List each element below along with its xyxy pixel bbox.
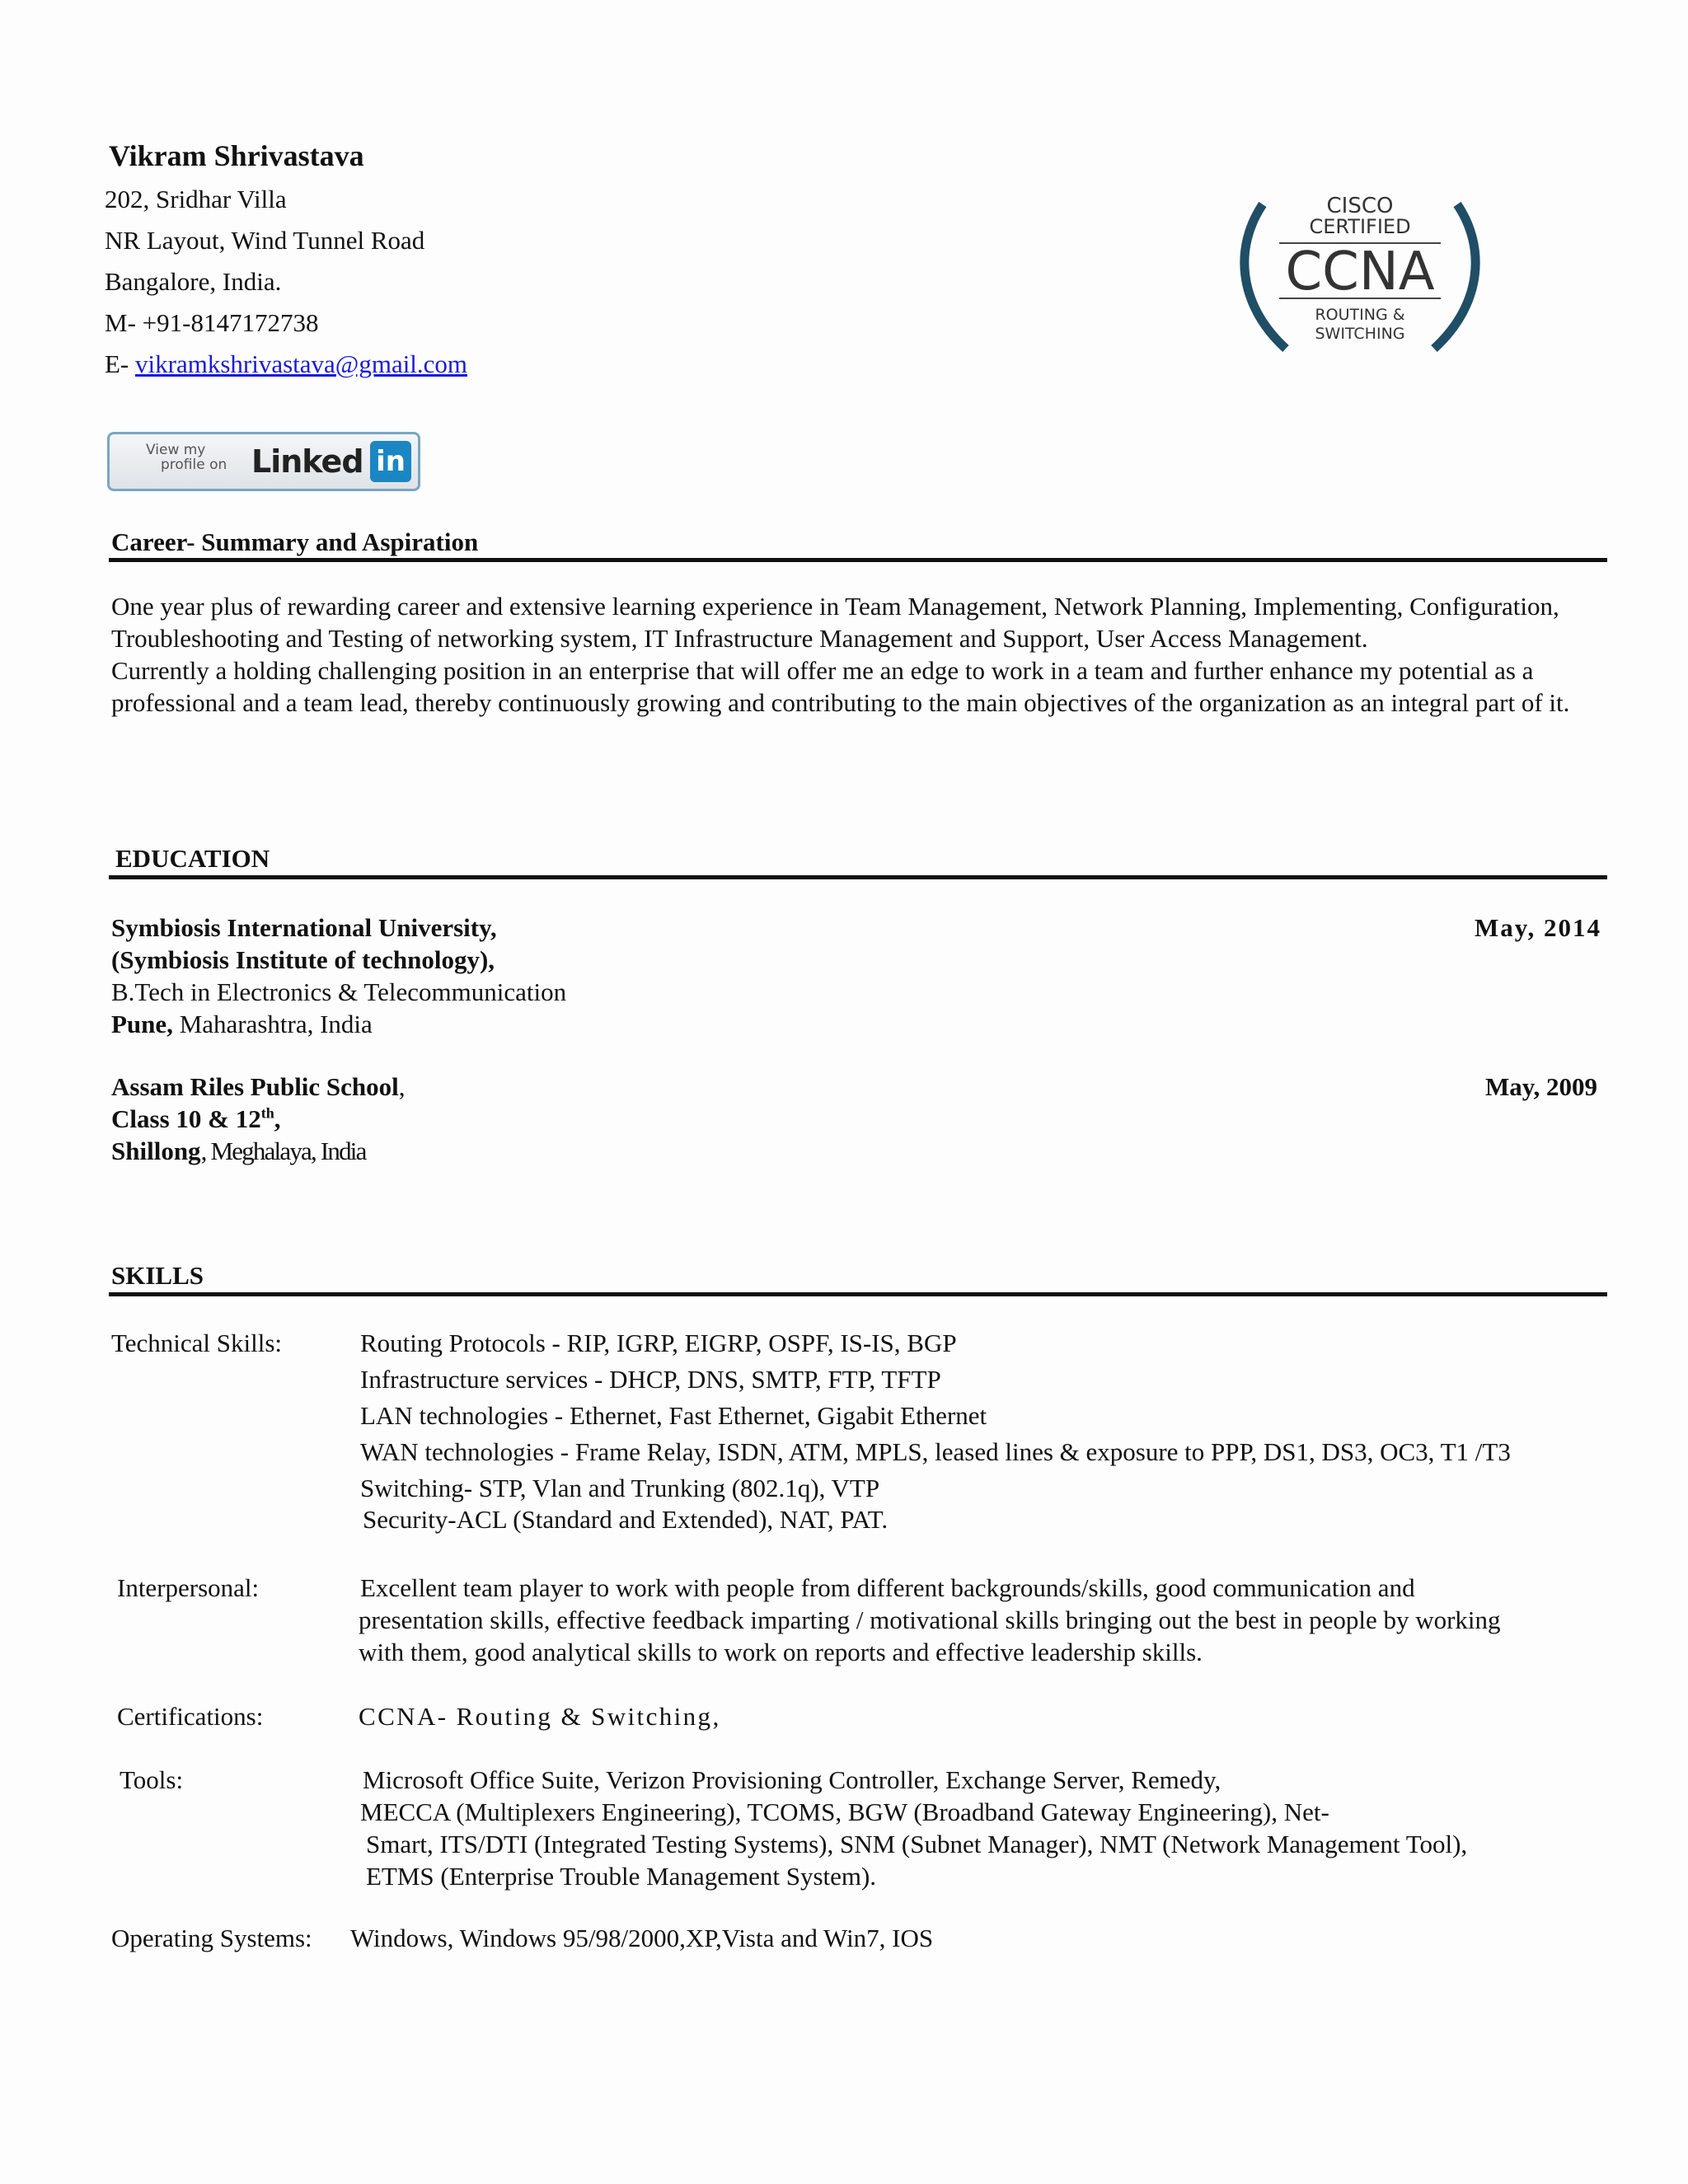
logo-certified-text: CERTIFIED	[1309, 215, 1411, 238]
interpersonal-line-1: Excellent team player to work with people from different backgrounds/skills, good communication and	[360, 1573, 1415, 1602]
edu2-institution: Assam Riles Public School	[111, 1072, 399, 1101]
logo-ccna-text: CCNA	[1285, 241, 1435, 302]
edu2-comma: ,	[398, 1072, 406, 1101]
tools-line-3: Smart, ITS/DTI (Integrated Testing Systems), SNM (Subnet Manager), NMT (Network Management Tool),	[366, 1830, 1468, 1858]
logo-routing-text: ROUTING &	[1315, 306, 1405, 324]
edu2-class-end: ,	[274, 1104, 281, 1133]
logo-left-arc	[1245, 204, 1286, 349]
email-line	[105, 348, 467, 380]
technical-skill-6: Security-ACL (Standard and Extended), NAT, PAT.	[363, 1505, 889, 1534]
linkedin-wordmark: Linked	[251, 443, 363, 480]
edu2-location	[111, 1135, 366, 1167]
tools-label: Tools:	[120, 1765, 184, 1794]
address-line-3: Bangalore, India.	[105, 267, 282, 296]
candidate-name: Vikram Shrivastava	[109, 139, 364, 172]
career-heading: Career- Summary and Aspiration	[111, 527, 479, 556]
tools-line-1: Microsoft Office Suite, Verizon Provisioning Controller, Exchange Server, Remedy,	[363, 1765, 1221, 1794]
tools-line-2: MECCA (Multiplexers Engineering), TCOMS, BGW (Broadband Gateway Engineering), Net-	[360, 1797, 1329, 1826]
interpersonal-line-2: presentation skills, effective feedback imparting / motivational skills bringing out the best in people by working	[359, 1605, 1501, 1634]
technical-skill-4: WAN technologies - Frame Relay, ISDN, ATM, MPLS, leased lines & exposure to PPP, DS1, DS3, OC3, T1 /T3	[360, 1437, 1511, 1466]
linkedin-in-icon: in	[370, 441, 411, 482]
technical-skill-2: Infrastructure services - DHCP, DNS, SMTP, FTP, TFTP	[360, 1365, 941, 1394]
certifications-label: Certifications:	[117, 1702, 264, 1731]
edu1-date: May, 2014	[1475, 913, 1602, 942]
edu2-city: Shillong	[111, 1137, 201, 1165]
address-line-2: NR Layout, Wind Tunnel Road	[105, 226, 425, 255]
mobile-number: M- +91-8147172738	[105, 308, 319, 337]
edu2-date: May, 2009	[1485, 1072, 1598, 1101]
os-value: Windows, Windows 95/98/2000,XP,Vista and Win7, IOS	[350, 1924, 934, 1952]
linkedin-profile-line: profile on	[161, 457, 227, 473]
technical-skill-5: Switching- STP, Vlan and Trunking (802.1q), VTP	[360, 1474, 880, 1502]
edu2-class	[111, 1103, 280, 1135]
edu1-sub-institution: (Symbiosis Institute of technology),	[111, 945, 495, 974]
edu1-region: Maharashtra, India	[172, 1010, 373, 1038]
skills-heading: SKILLS	[111, 1261, 204, 1290]
education-rule	[109, 875, 1607, 879]
edu1-city: Pune,	[111, 1010, 173, 1038]
interpersonal-line-3: with them, good analytical skills to work on reports and effective leadership skills.	[359, 1638, 1203, 1666]
career-rule	[109, 558, 1607, 562]
interpersonal-label: Interpersonal:	[117, 1573, 260, 1602]
linkedin-profile-badge[interactable]	[107, 432, 420, 491]
logo-right-arc	[1434, 204, 1475, 349]
education-heading: EDUCATION	[115, 844, 270, 873]
technical-skills-label: Technical Skills:	[111, 1329, 283, 1357]
career-paragraph-1: One year plus of rewarding career and extensive learning experience in Team Management, Network Planning, Implementing, Configuration, Troubleshooting and Testing of networking system, IT Infrastructure Management and Support, User Access Management.	[111, 592, 1559, 653]
logo-switching-text: SWITCHING	[1315, 325, 1405, 343]
linkedin-view-text	[146, 443, 227, 472]
logo-cisco-text: CISCO	[1326, 194, 1394, 218]
tools-line-4: ETMS (Enterprise Trouble Management System).	[366, 1862, 877, 1891]
edu2-institution-line	[111, 1071, 406, 1103]
certifications-value: CCNA- Routing & Switching,	[359, 1702, 721, 1731]
edu2-class-text: Class 10 & 12	[111, 1104, 261, 1133]
edu1-degree: B.Tech in Electronics & Telecommunication	[111, 977, 567, 1006]
email-link[interactable]: vikramkshrivastava@gmail.com	[135, 349, 468, 378]
address-line-1: 202, Sridhar Villa	[105, 185, 287, 213]
email-prefix: E-	[105, 349, 136, 378]
career-summary	[111, 590, 1611, 719]
edu2-region: , Meghalaya, India	[200, 1137, 366, 1165]
technical-skill-1: Routing Protocols - RIP, IGRP, EIGRP, OSPF, IS-IS, BGP	[360, 1329, 957, 1357]
edu1-institution: Symbiosis International University,	[111, 913, 497, 942]
skills-rule	[109, 1292, 1607, 1296]
career-paragraph-2: Currently a holding challenging position in an enterprise that will offer me an edge to work in a team and further enhance my potential as a professional and a team lead, thereby continuously growing and contributing to the main objectives of the organization as an integral part of it.	[111, 656, 1570, 717]
edu2-class-sup: th	[260, 1104, 274, 1122]
technical-skill-3: LAN technologies - Ethernet, Fast Ethernet, Gigabit Ethernet	[360, 1401, 987, 1430]
os-label: Operating Systems:	[111, 1924, 312, 1952]
edu1-location	[111, 1008, 373, 1040]
linkedin-view-line: View my	[146, 442, 206, 458]
ccna-certified-logo	[1228, 188, 1492, 358]
